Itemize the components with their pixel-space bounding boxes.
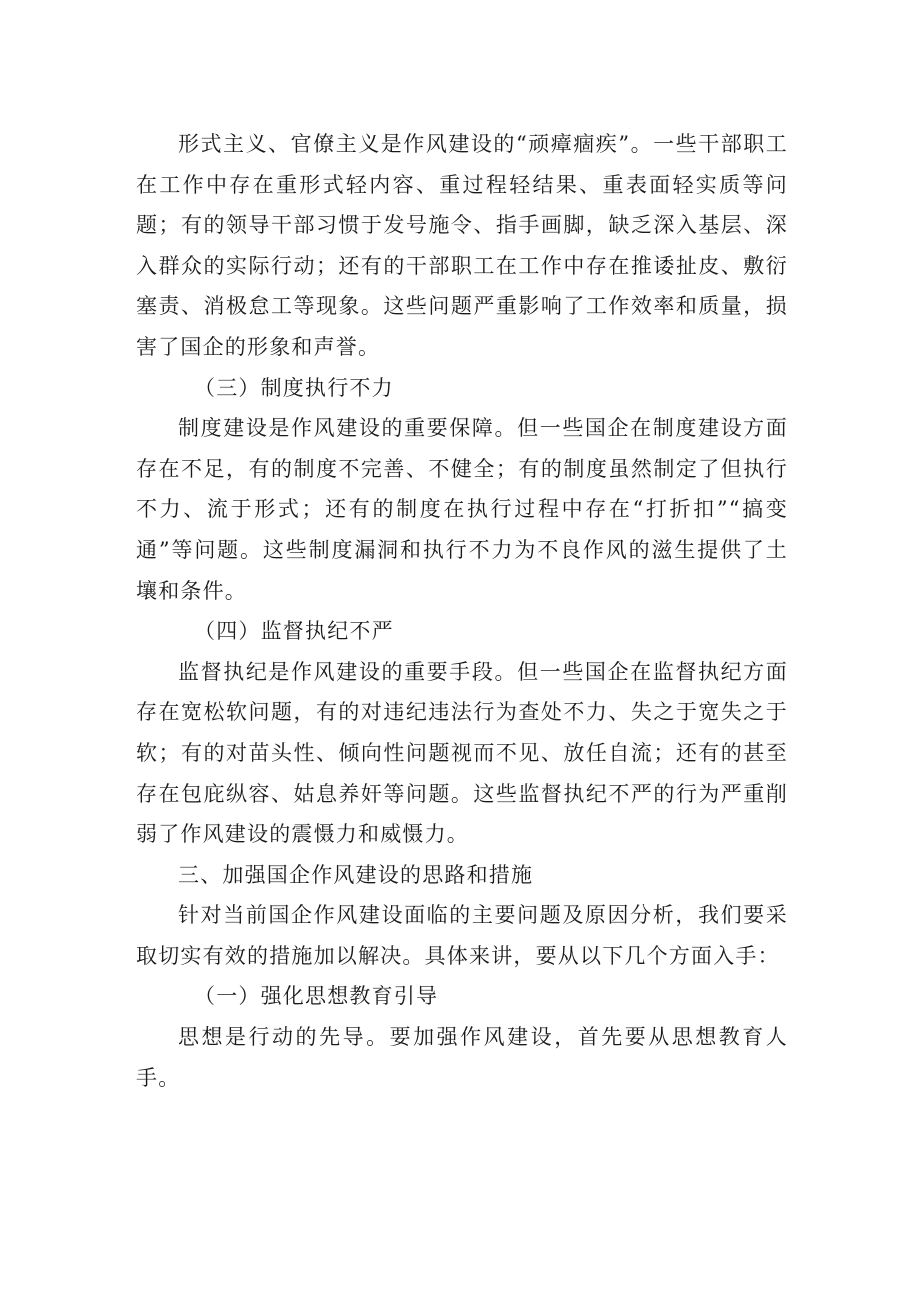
paragraph-system-execution: 制度建设是作风建设的重要保障。但一些国企在制度建设方面存在不足，有的制度不完善、不健全；有的制度虽然制定了但执行不力、流于形式；还有的制度在执行过程中存在“打折扣”“搞变通”等问题。这些制度漏洞和执行不力为不良作风的滋生提供了土壤和条件。	[136, 416, 788, 603]
section-heading-system-execution: （三）制度执行不力	[194, 375, 394, 400]
paragraph-measures-intro: 针对当前国企作风建设面临的主要问题及原因分析，我们要采取切实有效的措施加以解决。具体来讲，要从以下几个方面入手：	[136, 903, 788, 968]
document-body	[136, 124, 788, 1098]
paragraph-supervision: 监督执纪是作风建设的重要手段。但一些国企在监督执纪方面存在宽松软问题，有的对违纪违法行为查处不力、失之于宽失之于软；有的对苗头性、倾向性问题视而不见、放任自流；还有的甚至存在包庇纵容、姑息养奸等问题。这些监督执纪不严的行为严重削弱了作风建设的震慑力和威慑力。	[136, 659, 788, 847]
paragraph-ideological-education: 思想是行动的先导。要加强作风建设，首先要从思想教育人手。	[136, 1025, 788, 1090]
paragraph-formalism-problems: 形式主义、官僚主义是作风建设的“顽瘴痼疾”。一些干部职工在工作中存在重形式轻内容、重过程轻结果、重表面轻实质等问题；有的领导干部习惯于发号施令、指手画脚，缺乏深入基层、深入群众的实际行动；还有的干部职工在工作中存在推诿扯皮、敷衍塞责、消极怠工等现象。这些问题严重影响了工作效率和质量，损害了国企的形象和声誉。	[136, 132, 788, 359]
section-heading-supervision: （四）监督执纪不严	[194, 619, 394, 644]
chapter-heading-measures: 三、加强国企作风建设的思路和措施	[178, 862, 534, 887]
section-heading-ideological-education: （一）强化思想教育引导	[194, 984, 439, 1009]
